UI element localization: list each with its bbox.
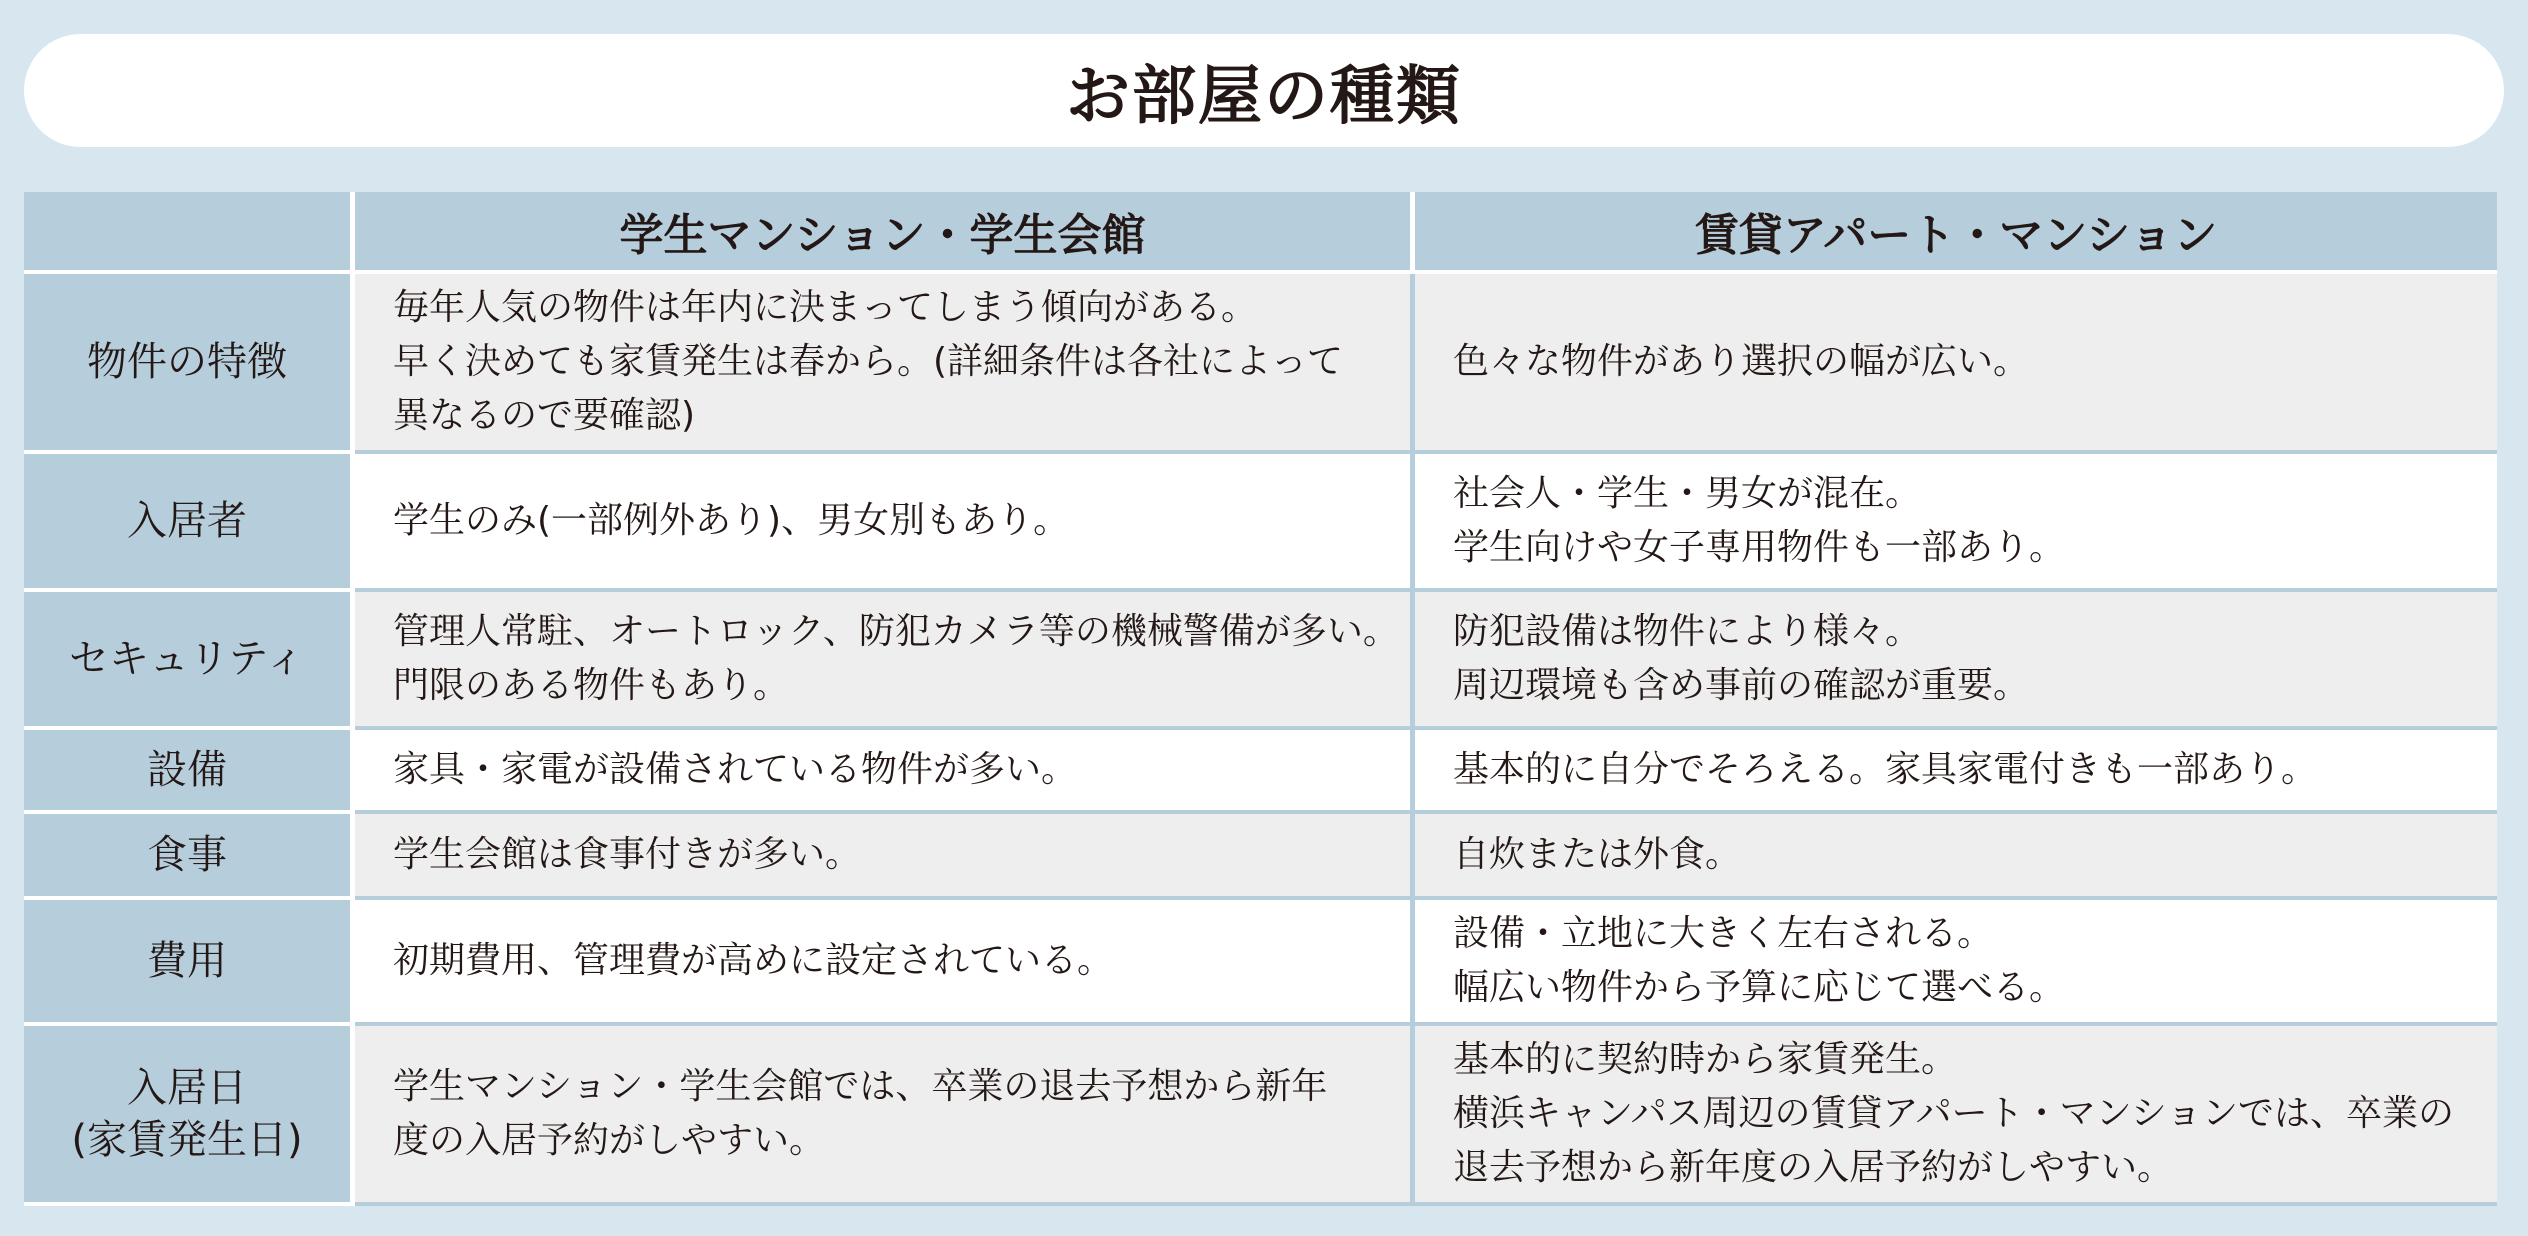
table-cell: 学生マンション・学生会館では、卒業の退去予想から新年 度の入居予約がしやすい。 — [355, 1026, 1415, 1206]
column-header-student-mansion: 学生マンション・学生会館 — [355, 192, 1415, 274]
table-cell: 防犯設備は物件により様々。 周辺環境も含め事前の確認が重要。 — [1415, 592, 2497, 730]
table-cell: 初期費用、管理費が高めに設定されている。 — [355, 900, 1415, 1026]
table-cell: 毎年人気の物件は年内に決まってしまう傾向がある。 早く決めても家賃発生は春から。(詳細条件は各社によって 異なるので要確認) — [355, 274, 1415, 454]
table-cell: 学生のみ(一部例外あり)、男女別もあり。 — [355, 454, 1415, 592]
table-cell: 基本的に契約時から家賃発生。 横浜キャンパス周辺の賃貸アパート・マンションでは、卒業の 退去予想から新年度の入居予約がしやすい。 — [1415, 1026, 2497, 1206]
row-header-meals: 食事 — [24, 814, 355, 900]
row-header-costs: 費用 — [24, 900, 355, 1026]
row-header-move-in-date — [24, 1026, 355, 1206]
table-cell: 設備・立地に大きく左右される。 幅広い物件から予算に応じて選べる。 — [1415, 900, 2497, 1026]
table-corner-cell — [24, 192, 355, 274]
column-header-rental-apartment: 賃貸アパート・マンション — [1415, 192, 2497, 274]
table-cell: 学生会館は食事付きが多い。 — [355, 814, 1415, 900]
row-header-security: セキュリティ — [24, 592, 355, 730]
title-banner — [24, 34, 2504, 147]
table-cell: 家具・家電が設備されている物件が多い。 — [355, 730, 1415, 814]
row-header-property-features: 物件の特徴 — [24, 274, 355, 454]
table-cell: 管理人常駐、オートロック、防犯カメラ等の機械警備が多い。 門限のある物件もあり。 — [355, 592, 1415, 730]
row-header-label: 入居日 (家賃発生日) — [71, 1065, 303, 1163]
room-types-table — [24, 192, 2497, 1206]
page-title: お部屋の種類 — [1066, 59, 1462, 134]
table-cell: 色々な物件があり選択の幅が広い。 — [1415, 274, 2497, 454]
table-cell: 基本的に自分でそろえる。家具家電付きも一部あり。 — [1415, 730, 2497, 814]
table-cell: 社会人・学生・男女が混在。 学生向けや女子専用物件も一部あり。 — [1415, 454, 2497, 592]
row-header-residents: 入居者 — [24, 454, 355, 592]
table-cell: 自炊または外食。 — [1415, 814, 2497, 900]
row-header-facilities: 設備 — [24, 730, 355, 814]
